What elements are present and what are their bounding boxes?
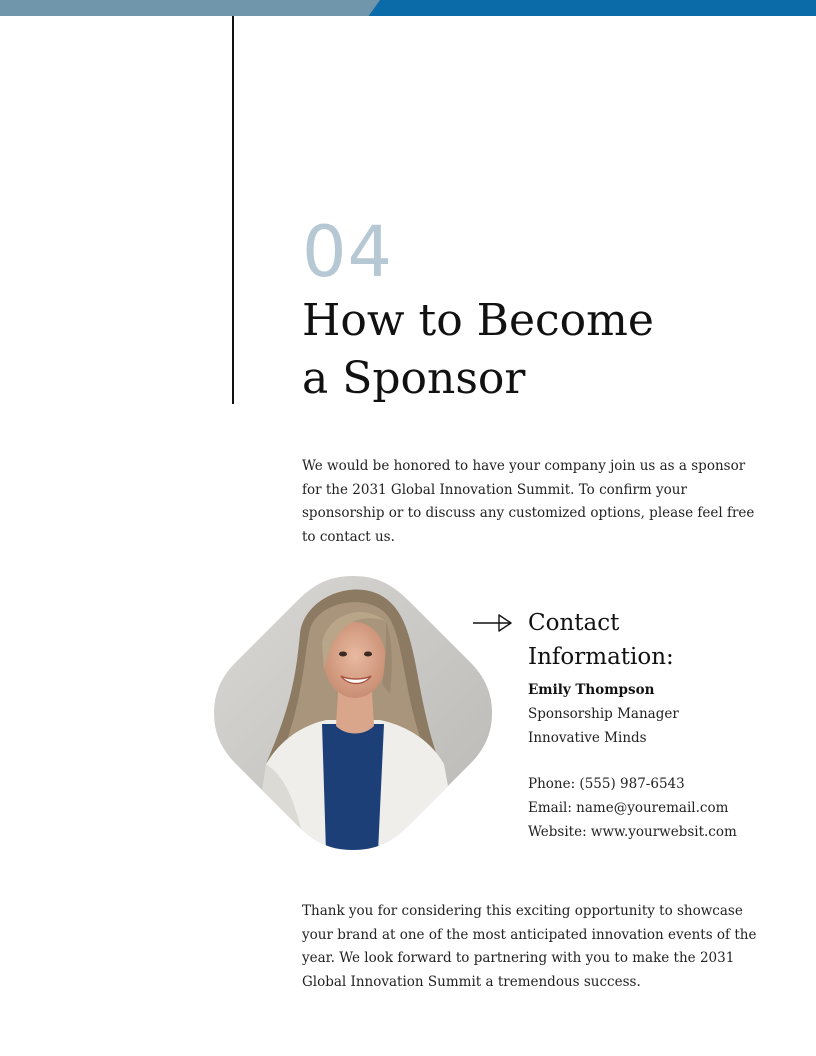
vertical-rule: [232, 16, 234, 404]
photo-frame: [214, 574, 492, 852]
header-bar-light: [0, 0, 380, 16]
page-title: [302, 292, 722, 408]
contact-spacer: [528, 750, 788, 772]
closing-paragraph: Thank you for considering this exciting opportunity to showcase your brand at one of the most anticipated innovation events of the year. We look forward to partnering with you to make the 2031 Global Innovation Summit a tremendous success.: [302, 903, 757, 990]
contact-heading-line-1: Contact: [528, 610, 620, 636]
contact-details: [528, 678, 788, 844]
page-title-line-1: How to Become: [302, 295, 654, 346]
arrow-right-icon: [472, 612, 514, 638]
section-number: 04: [302, 211, 394, 293]
contact-name: Emily Thompson: [528, 682, 655, 698]
contact-role: Sponsorship Manager: [528, 706, 679, 722]
contact-heading: [528, 606, 768, 674]
contact-phone: Phone: (555) 987-6543: [528, 776, 685, 792]
contact-company: Innovative Minds: [528, 730, 647, 746]
intro-paragraph: We would be honored to have your company join us as a sponsor for the 2031 Global Innovation Summit. To confirm your sponsorship or to discuss any customized options, please feel free to contact us.: [302, 458, 755, 545]
sponsor-contact-photo: [214, 574, 492, 852]
page-title-line-2: a Sponsor: [302, 353, 526, 404]
contact-website: Website: www.yourwebsit.com: [528, 824, 737, 840]
contact-email: Email: name@youremail.com: [528, 800, 729, 816]
contact-heading-line-2: Information:: [528, 644, 674, 670]
